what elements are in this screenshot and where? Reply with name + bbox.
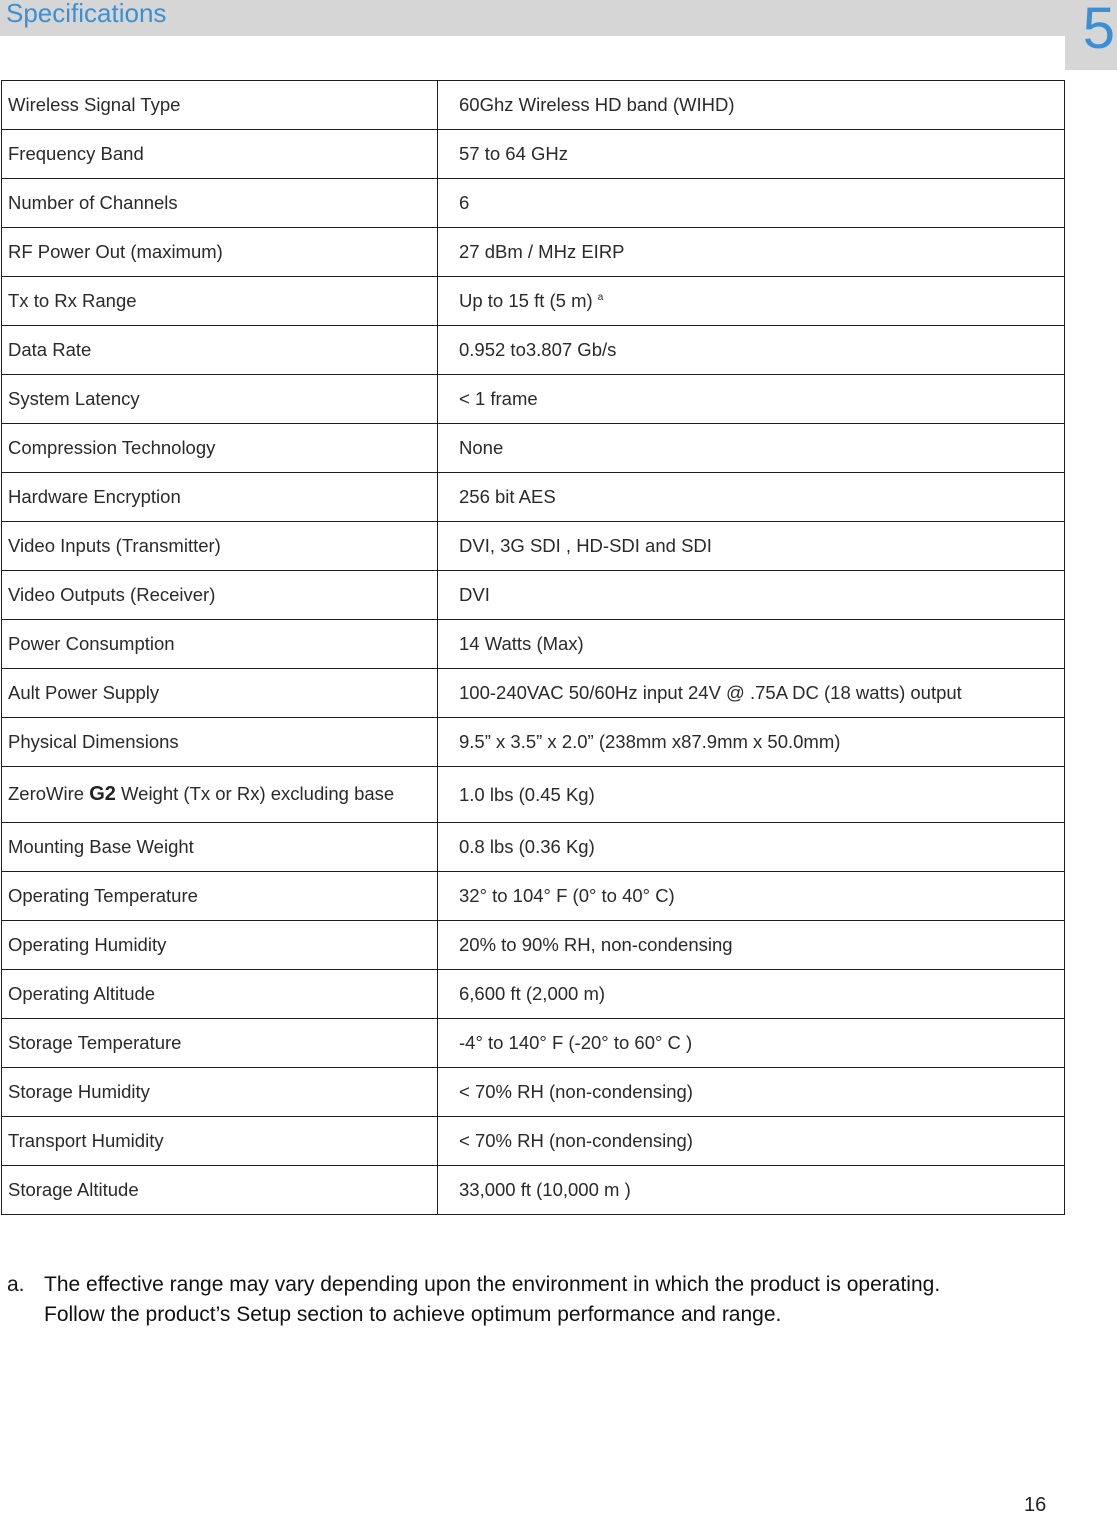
table-row: [2, 179, 1065, 228]
table-row: [2, 1019, 1065, 1068]
footnote-line: The effective range may vary depending upon the environment in which the product is operating.: [44, 1273, 941, 1296]
table-row: [2, 970, 1065, 1019]
spec-label: System Latency: [2, 375, 438, 424]
table-row: [2, 1166, 1065, 1215]
table-row: [2, 424, 1065, 473]
spec-value: < 1 frame: [438, 375, 1065, 424]
page-number: 16: [1024, 1494, 1047, 1516]
spec-value: 6,600 ft (2,000 m): [438, 970, 1065, 1019]
spec-label: RF Power Out (maximum): [2, 228, 438, 277]
table-row: [2, 81, 1065, 130]
spec-value: DVI, 3G SDI , HD-SDI and SDI: [438, 522, 1065, 571]
spec-value: 6: [438, 179, 1065, 228]
spec-value: 100-240VAC 50/60Hz input 24V @ .75A DC (18 watts) output: [438, 669, 1065, 718]
table-row: [2, 669, 1065, 718]
spec-value: 14 Watts (Max): [438, 620, 1065, 669]
chapter-tab: [1065, 0, 1117, 70]
spec-value: < 70% RH (non-condensing): [438, 1068, 1065, 1117]
table-row: [2, 326, 1065, 375]
table-row: [2, 130, 1065, 179]
spec-label: Operating Altitude: [2, 970, 438, 1019]
table-row: [2, 872, 1065, 921]
spec-value: 0.8 lbs (0.36 Kg): [438, 823, 1065, 872]
spec-label: Storage Humidity: [2, 1068, 438, 1117]
footnote-marker: a.: [7, 1273, 25, 1296]
spec-value-text: Up to 15 ft (5 m): [459, 290, 593, 311]
spec-label: Ault Power Supply: [2, 669, 438, 718]
spec-value: 9.5” x 3.5” x 2.0” (238mm x87.9mm x 50.0mm): [438, 718, 1065, 767]
chapter-number: 5: [1082, 0, 1115, 61]
table-row: [2, 921, 1065, 970]
spec-label: [2, 767, 438, 823]
spec-value: 57 to 64 GHz: [438, 130, 1065, 179]
spec-value: -4° to 140° F (-20° to 60° C ): [438, 1019, 1065, 1068]
spec-value: < 70% RH (non-condensing): [438, 1117, 1065, 1166]
label-prefix: ZeroWire: [8, 783, 85, 804]
spec-label: Storage Temperature: [2, 1019, 438, 1068]
footnote: [7, 1270, 1047, 1330]
footnote-reference: a: [597, 291, 604, 303]
spec-label: Operating Humidity: [2, 921, 438, 970]
spec-value: 33,000 ft (10,000 m ): [438, 1166, 1065, 1215]
table-row: [2, 1068, 1065, 1117]
spec-label: Number of Channels: [2, 179, 438, 228]
spec-label: Frequency Band: [2, 130, 438, 179]
model-mark: G2: [89, 783, 116, 805]
spec-label: Power Consumption: [2, 620, 438, 669]
spec-value: 32° to 104° F (0° to 40° C): [438, 872, 1065, 921]
spec-label: Tx to Rx Range: [2, 277, 438, 326]
spec-label: Wireless Signal Type: [2, 81, 438, 130]
spec-label: Video Outputs (Receiver): [2, 571, 438, 620]
spec-value: 256 bit AES: [438, 473, 1065, 522]
table-row: [2, 473, 1065, 522]
spec-label: Mounting Base Weight: [2, 823, 438, 872]
spec-label: Transport Humidity: [2, 1117, 438, 1166]
table-row: [2, 1117, 1065, 1166]
table-row: [2, 571, 1065, 620]
table-row: [2, 620, 1065, 669]
section-title: Specifications: [6, 0, 167, 28]
spec-label: Hardware Encryption: [2, 473, 438, 522]
spec-value: [438, 277, 1065, 326]
spec-value: 1.0 lbs (0.45 Kg): [438, 767, 1065, 823]
spec-label: Compression Technology: [2, 424, 438, 473]
spec-label: Video Inputs (Transmitter): [2, 522, 438, 571]
table-row: [2, 375, 1065, 424]
section-header-bar: [0, 0, 1065, 36]
spec-value: 20% to 90% RH, non-condensing: [438, 921, 1065, 970]
footnote-line: Follow the product’s Setup section to achieve optimum performance and range.: [44, 1303, 782, 1326]
spec-label: Operating Temperature: [2, 872, 438, 921]
table-row: [2, 767, 1065, 823]
table-row: [2, 718, 1065, 767]
table-row: [2, 277, 1065, 326]
spec-value: 0.952 to3.807 Gb/s: [438, 326, 1065, 375]
spec-label: Storage Altitude: [2, 1166, 438, 1215]
table-row: [2, 228, 1065, 277]
table-row: [2, 522, 1065, 571]
spec-value: None: [438, 424, 1065, 473]
spec-value: 60Ghz Wireless HD band (WIHD): [438, 81, 1065, 130]
label-suffix: Weight (Tx or Rx) excluding base: [121, 783, 395, 804]
spec-value: DVI: [438, 571, 1065, 620]
spec-label: Physical Dimensions: [2, 718, 438, 767]
spec-value: 27 dBm / MHz EIRP: [438, 228, 1065, 277]
table-row: [2, 823, 1065, 872]
specifications-table: [1, 80, 1065, 1215]
footnote-text: [44, 1270, 1047, 1330]
spec-label: Data Rate: [2, 326, 438, 375]
